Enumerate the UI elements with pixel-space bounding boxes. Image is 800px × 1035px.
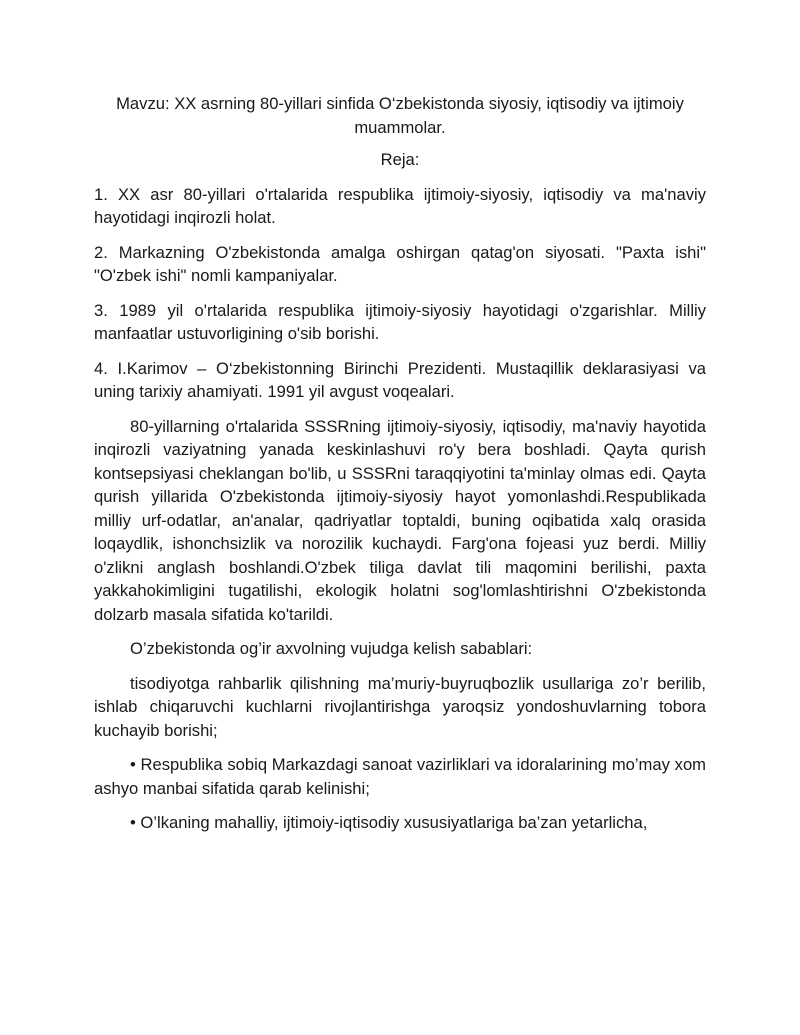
- plan-heading: Reja:: [380, 150, 420, 169]
- plan-list: [94, 183, 706, 404]
- bullet-item-1: • Respublika sobiq Markazdagi sanoat vazirliklari va idoralarining mo’may xom ashyo manbai sifatida qarab kelinishi;: [94, 755, 706, 798]
- plan-item-3: 3. 1989 yil o'rtalarida respublika ijtimoiy-siyosiy hayotidagi o'zgarishlar. Milliy manfaatlar ustuvorligining o'sib borishi.: [94, 300, 706, 343]
- bullet-item-2: • O’lkaning mahalliy, ijtimoiy-iqtisodiy xususiyatlariga ba’zan yetarlicha,: [130, 813, 648, 832]
- plan-item-4: 4. I.Karimov – O‘zbekistonning Birinchi Prezidenti. Mustaqillik deklarasiyasi va uning tarixiy ahamiyati. 1991 yil avgust voqealari.: [94, 358, 706, 401]
- plan-item-2: 2. Markazning O'zbekistonda amalga oshirgan qatag'on siyosati. "Paxta ishi" "O'zbek ishi" nomli kampaniyalar.: [94, 242, 706, 285]
- body-paragraph-3: tisodiyotga rahbarlik qilishning ma’muriy-buyruqbozlik usullariga zo’r berilib, ishlab chiqaruvchi kuchlarni rivojlantirishga yaroqsiz yondoshuvlarning tobora kuchayib borishi;: [94, 673, 706, 740]
- body-paragraph-2: O’zbekistonda og’ir axvolning vujudga kelish sabablari:: [130, 639, 533, 658]
- document-page: [94, 92, 706, 846]
- body-paragraph-1: 80-yillarning o'rtalarida SSSRning ijtimoiy-siyosiy, iqtisodiy, ma'naviy hayotida inqirozli vaziyatning yanada keskinlashuvi ro'y bera boshladi. Qayta qurish kontsepsiyasi cheklangan bo'lib, u SSSRni taraqqiyotini ta'minlay olmas edi. Qayta qurish yillarida O'zbekistonda ijtimoiy-siyosiy hayot yomonlashdi.Respublikada milliy urf-odatlar, an'analar, qadriyatlar toptaldi, buning oqibatida xalq orasida loqaydlik, ishonchsizlik va norozilik kuchaydi. Farg'ona fojeasi yuz berdi. Milliy o'zlikni anglash boshlandi.O'zbek tiliga davlat tili maqomini berilishi, paxta yakkahokimligini tugatilishi, ekologik holatni sog'lomlashtirishni O'zbekistonda dolzarb masala sifatida ko'tarildi.: [94, 416, 706, 624]
- document-title: Mavzu: XX asrning 80-yillari sinfida O‘zbekistonda siyosiy, iqtisodiy va ijtimoiy muammolar.: [116, 94, 684, 137]
- plan-item-1: 1. XX asr 80-yillari o'rtalarida respublika ijtimoiy-siyosiy, iqtisodiy va ma'naviy hayotidagi inqirozli holat.: [94, 184, 706, 227]
